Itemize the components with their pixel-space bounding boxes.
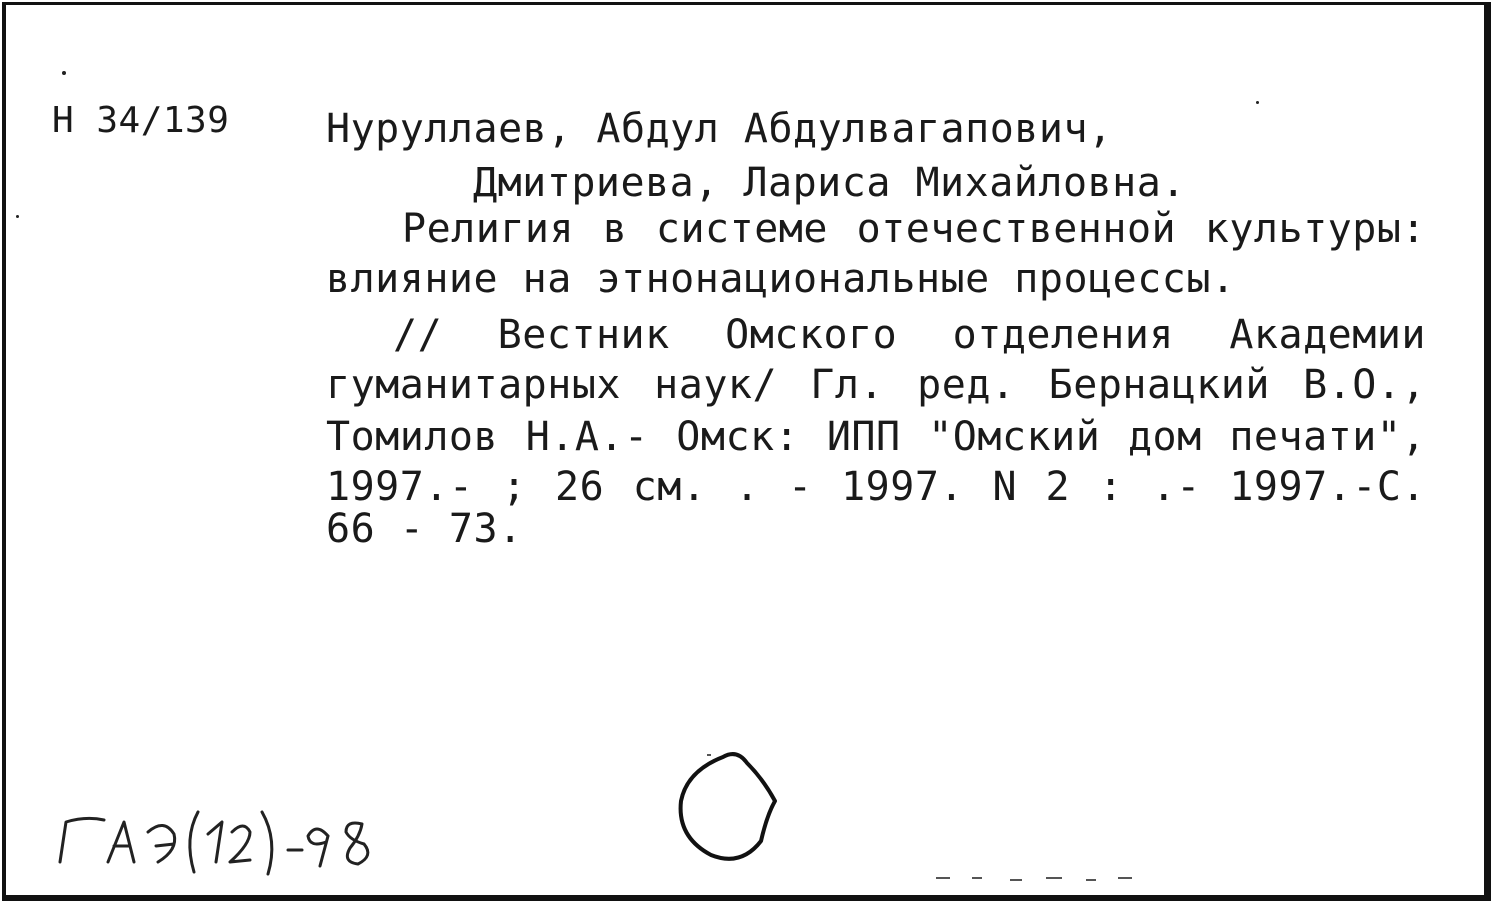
coauthor-name: Дмитриева, Лариса Михайловна. [473,160,1186,206]
ink-speck [62,71,66,75]
ink-speck [1256,101,1259,104]
faint-mark [1046,877,1062,879]
title-line-2: влияние на этнонациональные процессы. [326,256,1236,302]
title-line-1: Религия в системе отечественной культуры: [402,206,1426,252]
faint-mark [936,877,950,879]
ink-speck [16,215,19,218]
catalog-card [2,2,1491,901]
faint-mark [1086,879,1096,881]
circle-mark-icon [671,745,791,875]
source-line-5: 66 - 73. [326,506,523,552]
faint-mark [972,877,982,879]
faint-mark [1118,877,1132,879]
source-line-4: 1997.- ; 26 см. . - 1997. N 2 : .- 1997.-С. [326,464,1426,510]
author-name: Нуруллаев, Абдул Абдулвагапович, [326,106,1113,152]
handwritten-classification-code [46,800,426,890]
source-line-1: // Вестник Омского отделения Академии [393,312,1426,358]
source-line-2: гуманитарных наук/ Гл. ред. Бернацкий В.О., [326,362,1426,408]
faint-mark [1010,879,1022,881]
shelf-mark: Н 34/139 [52,100,230,141]
source-line-3: Томилов Н.А.- Омск: ИПП "Омский дом печати", [326,414,1426,460]
